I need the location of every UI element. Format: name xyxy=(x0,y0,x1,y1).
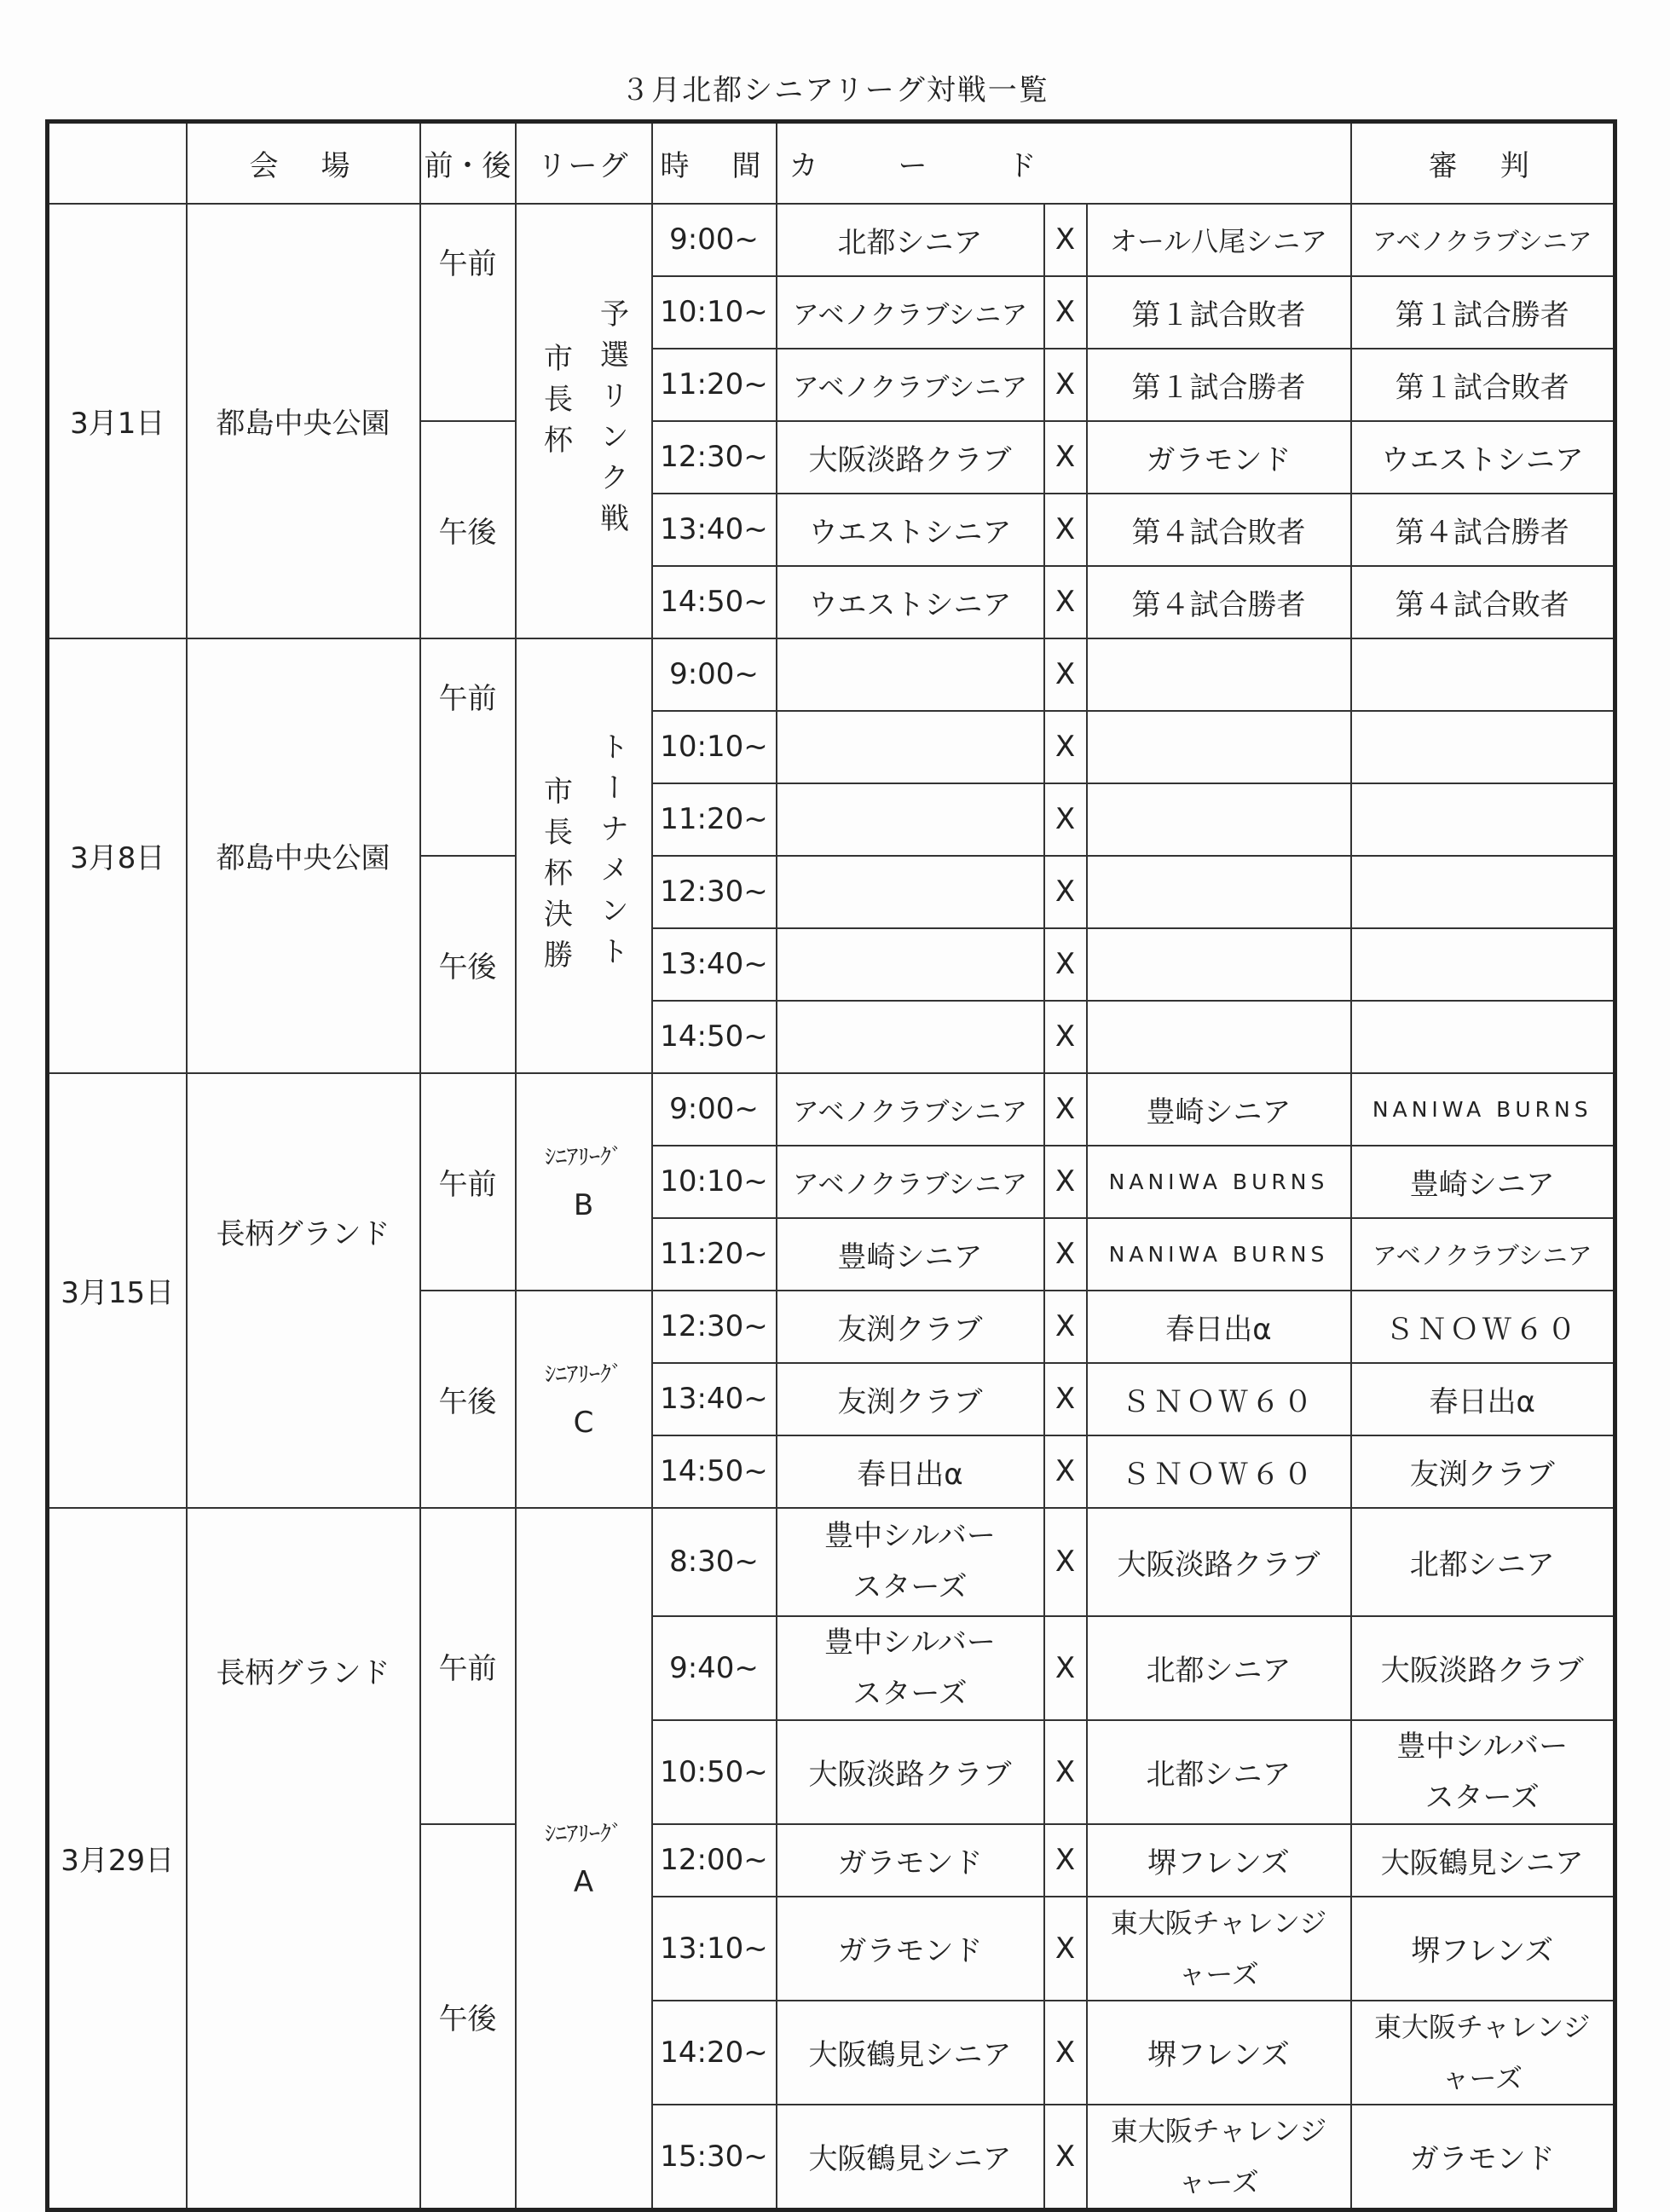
league-cell xyxy=(516,638,652,1073)
page-title: ３月北都シニアリーグ対戦一覧 xyxy=(621,73,1049,107)
away-team: ガラモンド xyxy=(1087,421,1351,494)
home-team xyxy=(777,856,1044,928)
away-team: 第１試合敗者 xyxy=(1087,276,1351,349)
home-team xyxy=(777,928,1044,1001)
league-group: A xyxy=(573,1864,594,1899)
home-team: 大阪鶴見シニア xyxy=(777,2105,1044,2210)
home-team: 友渕クラブ xyxy=(777,1363,1044,1435)
vs-mark: X xyxy=(1044,783,1087,856)
time-cell: 9:40~ xyxy=(652,1616,777,1720)
referee-team: ＳＮＯＷ６０ xyxy=(1351,1291,1615,1363)
league-name: ｼﾆｱﾘｰｸﾞ xyxy=(544,1145,622,1170)
referee-team: 大阪鶴見シニア xyxy=(1351,1824,1615,1897)
away-team: 東大阪チャレンジャーズ xyxy=(1087,1897,1351,2001)
referee-team xyxy=(1351,638,1615,711)
time-cell: 10:10~ xyxy=(652,276,777,349)
referee-team: アベノクラブシニア xyxy=(1351,1218,1615,1291)
referee-team: ウエストシニア xyxy=(1351,421,1615,494)
home-team xyxy=(777,638,1044,711)
league-name: 市長杯 xyxy=(538,342,573,465)
header-date xyxy=(48,122,187,204)
table-row xyxy=(48,204,1615,276)
home-team: 豊中シルバースターズ xyxy=(777,1616,1044,1720)
time-cell: 11:20~ xyxy=(652,349,777,421)
home-team: 大阪淡路クラブ xyxy=(777,421,1044,494)
away-team: 堺フレンズ xyxy=(1087,1824,1351,1897)
vs-mark: X xyxy=(1044,566,1087,638)
away-team: 第１試合勝者 xyxy=(1087,349,1351,421)
away-team: ＳＮＯＷ６０ xyxy=(1087,1435,1351,1508)
header-referee: 審 判 xyxy=(1351,122,1615,204)
time-cell: 10:10~ xyxy=(652,1146,777,1218)
league-group: C xyxy=(573,1406,594,1440)
venue-cell: 長柄グランド xyxy=(187,1073,420,1508)
away-team: 第４試合敗者 xyxy=(1087,494,1351,566)
league-name: ｼﾆｱﾘｰｸﾞ xyxy=(544,1821,622,1847)
time-cell: 9:00~ xyxy=(652,204,777,276)
time-cell: 9:00~ xyxy=(652,1073,777,1146)
header-period: 前・後 xyxy=(420,122,516,204)
home-team: 大阪鶴見シニア xyxy=(777,2001,1044,2105)
away-team: 堺フレンズ xyxy=(1087,2001,1351,2105)
time-cell: 13:40~ xyxy=(652,1363,777,1435)
away-team: 第４試合勝者 xyxy=(1087,566,1351,638)
date-cell: 3月1日 xyxy=(48,204,187,638)
vs-mark: X xyxy=(1044,1508,1087,1616)
away-team xyxy=(1087,1001,1351,1073)
time-cell: 14:50~ xyxy=(652,1001,777,1073)
vs-mark: X xyxy=(1044,1073,1087,1146)
referee-team xyxy=(1351,928,1615,1001)
away-team xyxy=(1087,638,1351,711)
home-team: ガラモンド xyxy=(777,1897,1044,2001)
time-cell: 11:20~ xyxy=(652,1218,777,1291)
referee-team: 豊崎シニア xyxy=(1351,1146,1615,1218)
table-row xyxy=(48,1508,1615,1616)
away-team: ＳＮＯＷ６０ xyxy=(1087,1363,1351,1435)
time-cell: 12:00~ xyxy=(652,1824,777,1897)
time-cell: 8:30~ xyxy=(652,1508,777,1616)
vs-mark: X xyxy=(1044,2001,1087,2105)
vs-mark: X xyxy=(1044,711,1087,783)
period-pm: 午後 xyxy=(420,856,516,1073)
home-team: 豊崎シニア xyxy=(777,1218,1044,1291)
vs-mark: X xyxy=(1044,349,1087,421)
vs-mark: X xyxy=(1044,2105,1087,2210)
referee-team xyxy=(1351,856,1615,928)
period-pm: 午後 xyxy=(420,1824,516,2210)
league-cell-pm xyxy=(516,1291,652,1508)
away-team xyxy=(1087,856,1351,928)
time-cell: 9:00~ xyxy=(652,638,777,711)
vs-mark: X xyxy=(1044,1720,1087,1824)
away-team xyxy=(1087,928,1351,1001)
referee-team: 大阪淡路クラブ xyxy=(1351,1616,1615,1720)
time-cell: 10:10~ xyxy=(652,711,777,783)
away-team: 東大阪チャレンジャーズ xyxy=(1087,2105,1351,2210)
header-league: リーグ xyxy=(516,122,652,204)
home-team: アベノクラブシニア xyxy=(777,1073,1044,1146)
referee-team xyxy=(1351,711,1615,783)
league-cell xyxy=(516,204,652,638)
referee-team: 第１試合勝者 xyxy=(1351,276,1615,349)
period-am: 午前 xyxy=(420,204,516,421)
referee-team: 春日出α xyxy=(1351,1363,1615,1435)
vs-mark: X xyxy=(1044,494,1087,566)
referee-team: 第１試合敗者 xyxy=(1351,349,1615,421)
vs-mark: X xyxy=(1044,1146,1087,1218)
header-venue: 会 場 xyxy=(187,122,420,204)
date-cell: 3月8日 xyxy=(48,638,187,1073)
home-team xyxy=(777,711,1044,783)
referee-team: 堺フレンズ xyxy=(1351,1897,1615,2001)
header-time: 時 間 xyxy=(652,122,777,204)
period-pm: 午後 xyxy=(420,421,516,638)
league-name: ｼﾆｱﾘｰｸﾞ xyxy=(544,1362,622,1388)
header-row xyxy=(48,122,1615,204)
home-team: ガラモンド xyxy=(777,1824,1044,1897)
home-team: ウエストシニア xyxy=(777,566,1044,638)
vs-mark: X xyxy=(1044,204,1087,276)
league-cell-am xyxy=(516,1073,652,1291)
away-team: 北都シニア xyxy=(1087,1720,1351,1824)
league-stage: 予選リンク戦 xyxy=(594,297,629,544)
time-cell: 11:20~ xyxy=(652,783,777,856)
time-cell: 13:10~ xyxy=(652,1897,777,2001)
vs-mark: X xyxy=(1044,1435,1087,1508)
time-cell: 10:50~ xyxy=(652,1720,777,1824)
referee-team: 北都シニア xyxy=(1351,1508,1615,1616)
date-cell: 3月29日 xyxy=(48,1508,187,2210)
away-team: 北都シニア xyxy=(1087,1616,1351,1720)
vs-mark: X xyxy=(1044,1616,1087,1720)
home-team: 春日出α xyxy=(777,1435,1044,1508)
referee-team xyxy=(1351,783,1615,856)
vs-mark: X xyxy=(1044,421,1087,494)
league-name: 市長杯決勝 xyxy=(538,775,573,980)
venue-cell: 都島中央公園 xyxy=(187,638,420,1073)
referee-team xyxy=(1351,1001,1615,1073)
home-team: 豊中シルバースターズ xyxy=(777,1508,1044,1616)
away-team xyxy=(1087,783,1351,856)
home-team: アベノクラブシニア xyxy=(777,1146,1044,1218)
away-team: NANIWA BURNS xyxy=(1087,1146,1351,1218)
vs-mark: X xyxy=(1044,856,1087,928)
home-team: 北都シニア xyxy=(777,204,1044,276)
table-row xyxy=(48,1073,1615,1146)
away-team: オール八尾シニア xyxy=(1087,204,1351,276)
away-team xyxy=(1087,711,1351,783)
referee-team: アベノクラブシニア xyxy=(1351,204,1615,276)
vs-mark: X xyxy=(1044,1897,1087,2001)
referee-team: ガラモンド xyxy=(1351,2105,1615,2210)
league-group: B xyxy=(573,1188,594,1222)
vs-mark: X xyxy=(1044,638,1087,711)
away-team: 大阪淡路クラブ xyxy=(1087,1508,1351,1616)
vs-mark: X xyxy=(1044,1291,1087,1363)
away-team: 豊崎シニア xyxy=(1087,1073,1351,1146)
referee-team: 第４試合勝者 xyxy=(1351,494,1615,566)
period-am: 午前 xyxy=(420,1073,516,1291)
time-cell: 14:50~ xyxy=(652,566,777,638)
header-card: カ ー ド xyxy=(777,122,1351,204)
league-cell xyxy=(516,1508,652,2210)
time-cell: 12:30~ xyxy=(652,1291,777,1363)
vs-mark: X xyxy=(1044,928,1087,1001)
home-team: 友渕クラブ xyxy=(777,1291,1044,1363)
referee-team: 東大阪チャレンジャーズ xyxy=(1351,2001,1615,2105)
vs-mark: X xyxy=(1044,1218,1087,1291)
home-team xyxy=(777,783,1044,856)
vs-mark: X xyxy=(1044,1363,1087,1435)
period-pm: 午後 xyxy=(420,1291,516,1508)
schedule-table xyxy=(45,119,1617,2212)
referee-team: 友渕クラブ xyxy=(1351,1435,1615,1508)
time-cell: 12:30~ xyxy=(652,856,777,928)
home-team: アベノクラブシニア xyxy=(777,349,1044,421)
venue-cell: 長柄グランド xyxy=(187,1508,420,2210)
time-cell: 13:40~ xyxy=(652,494,777,566)
vs-mark: X xyxy=(1044,1001,1087,1073)
home-team: ウエストシニア xyxy=(777,494,1044,566)
referee-team: NANIWA BURNS xyxy=(1351,1073,1615,1146)
vs-mark: X xyxy=(1044,276,1087,349)
table-row xyxy=(48,638,1615,711)
away-team: NANIWA BURNS xyxy=(1087,1218,1351,1291)
time-cell: 12:30~ xyxy=(652,421,777,494)
vs-mark: X xyxy=(1044,1824,1087,1897)
venue-cell: 都島中央公園 xyxy=(187,204,420,638)
period-am: 午前 xyxy=(420,1508,516,1824)
league-stage: トーナメント xyxy=(594,731,629,977)
referee-team: 第４試合敗者 xyxy=(1351,566,1615,638)
referee-team: 豊中シルバースターズ xyxy=(1351,1720,1615,1824)
time-cell: 14:50~ xyxy=(652,1435,777,1508)
period-am: 午前 xyxy=(420,638,516,856)
date-cell: 3月15日 xyxy=(48,1073,187,1508)
home-team xyxy=(777,1001,1044,1073)
home-team: 大阪淡路クラブ xyxy=(777,1720,1044,1824)
time-cell: 13:40~ xyxy=(652,928,777,1001)
time-cell: 14:20~ xyxy=(652,2001,777,2105)
home-team: アベノクラブシニア xyxy=(777,276,1044,349)
time-cell: 15:30~ xyxy=(652,2105,777,2210)
away-team: 春日出α xyxy=(1087,1291,1351,1363)
